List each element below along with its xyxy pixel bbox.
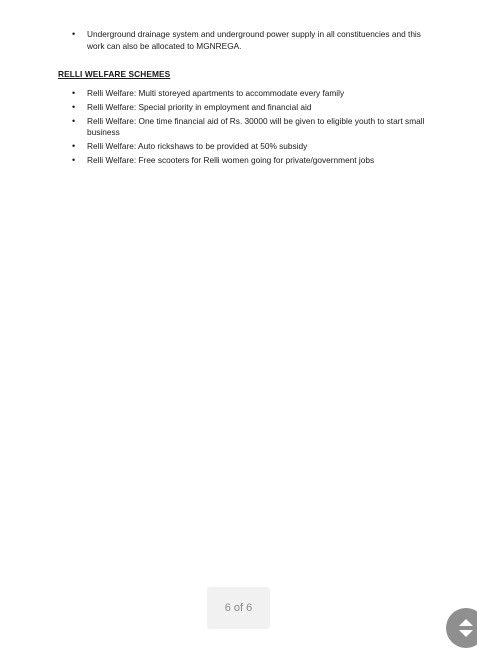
list-item-text: Relli Welfare: Auto rickshaws to be provided at 50% subsidy — [87, 141, 308, 152]
bullet-icon: • — [72, 141, 76, 152]
welfare-schemes-list — [72, 88, 432, 169]
section-heading: RELLI WELFARE SCHEMES — [58, 69, 171, 79]
list-item — [72, 155, 432, 167]
list-item-text: Relli Welfare: Free scooters for Relli women going for private/government jobs — [87, 155, 375, 166]
list-item — [72, 29, 432, 52]
list-item — [72, 102, 432, 114]
list-item — [72, 141, 432, 153]
bullet-icon: • — [72, 101, 76, 112]
bullet-icon: • — [72, 115, 76, 126]
list-item-text: Underground drainage system and underground power supply in all constituencies and this work can also be allocated to MGNREGA. — [87, 29, 421, 51]
list-item-text: Relli Welfare: One time financial aid of Rs. 30000 will be given to eligible youth to start small business — [87, 115, 425, 138]
list-item-text: Relli Welfare: Special priority in employment and financial aid — [87, 101, 312, 112]
list-item — [72, 88, 432, 100]
bullet-list-top — [72, 29, 432, 54]
page-indicator: 6 of 6 — [207, 587, 270, 629]
bullet-icon: • — [72, 29, 76, 39]
page-navigation-icon — [457, 617, 475, 639]
list-item-text: Relli Welfare: Multi storeyed apartments to accommodate every family — [87, 88, 345, 98]
list-item — [72, 116, 432, 139]
page-navigation-button[interactable] — [446, 608, 477, 648]
bullet-icon: • — [72, 155, 76, 166]
bullet-icon: • — [72, 88, 76, 98]
